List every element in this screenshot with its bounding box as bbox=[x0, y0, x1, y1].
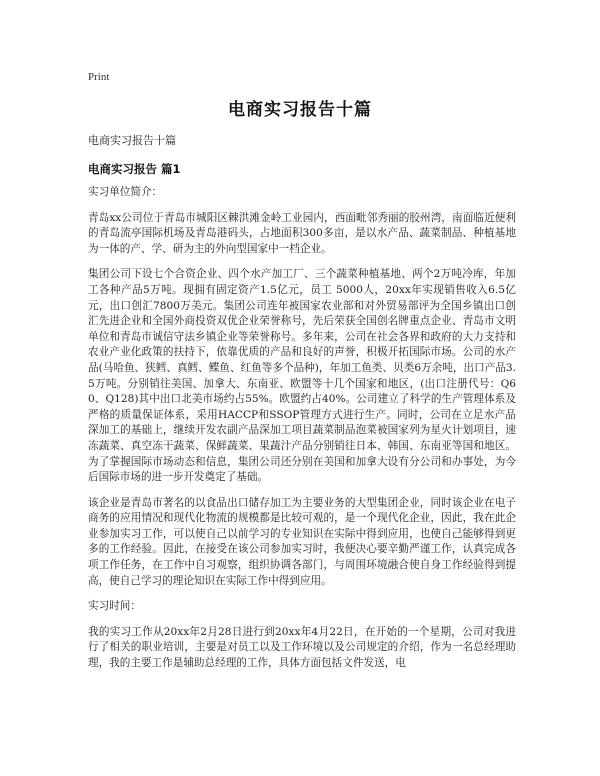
paragraph-company-location: 青岛xx公司位于青岛市城阳区棘洪滩金岭工业园内，西面毗邻秀丽的胶州湾，南面临近便利的青岛流亭国际机场及青岛港码头，占地面积300多亩，是以水产品、蔬菜制品、种植基地为一体的产、学、研为主的外向型国家中一档企业。 bbox=[88, 211, 516, 255]
internship-time-label: 实习时间： bbox=[88, 600, 141, 613]
print-label: Print bbox=[88, 71, 110, 83]
paragraph-internship-reason: 该企业是青岛市著名的以食品出口储存加工为主要业务的大型集团企业，同时该企业在电子商务的应用情况和现代化物流的规模都是比较可观的，是一个现代化企业，因此，我在此企业参加实习工作，可以使自己以前学习的专业知识在实际中得到应用，也使自己能够得到更多的工作经验。因此，在接受在该公司参加实习时，我便决心要辛勤严谨工作，认真完成各项工作任务，在工作中自习观察，组织协调各部门，与周围环境融合使自身工作经验得到提高，使自己学习的理论知识在实际工作中得到应用。 bbox=[88, 496, 516, 587]
paragraph-internship-time: 我的实习工作从20xx年2月28日进行到20xx年4月22日，在开始的一个星期，公司对我进行了相关的职业培训，主要是对员工以及工作环境以及公司规定的介绍，作为一名总经理助理，我的主要工作是辅助总经理的工作，具体方面包括文件发送，电 bbox=[88, 625, 516, 670]
document-title: 电商实习报告十篇 bbox=[228, 100, 372, 120]
paragraph-company-overview: 集团公司下设七个合资企业、四个水产加工厂、三个蔬菜种植基地、两个2万吨冷库，年加工各种产品5万吨。现拥有固定资产1.5亿元，员工 5000人，20xx年实现销售收入6.5亿元，出口创汇7800万美元。集团公司连年被国家农业部和对外贸易部评为全国乡镇出口创汇先进企业和全国外商投资双优企业荣誉称号，先后荣获全国创名牌重点企业、青岛市文明单位和青岛市诚信守法乡镇企业等荣誉称号。多年来，公司在社会各界和政府的大力支持和农业产业化政策的扶持下，依靠优质的产品和良好的声誉，积极开拓国际市场。公司的水产品(马哈鱼、狭鳕、真鳕、鲽鱼、红鱼等多个品种)，年加工鱼类、贝类6万余吨，出口产品3.5万吨。分别销往美国、加拿大、东南亚、欧盟等十几个国家和地区，(出口注册代号：Q60、Q128)其中出口北美市场约占55%。欧盟约占40%。公司建立了科学的生产管理体系及严格的质量保证体系，采用HACCP和SSOP管理方式进行生产。同时，公司在立足水产品深加工的基础上，继续开发农副产品深加工项目蔬菜制品泡菜被国家列为星火计划项目，速冻蔬菜、真空冻干蔬菜、保鲜蔬菜、果蔬汁产品分别销往日本、韩国、东南亚等国和地区。为了掌握国际市场动态和信息，集团公司还分别在美国和加拿大设有分公司和办事处，为今后国际市场的进一步开发奠定了基础。 bbox=[88, 268, 516, 484]
company-intro-label: 实习单位简介： bbox=[88, 186, 163, 198]
document-body bbox=[88, 133, 516, 682]
section-heading: 电商实习报告 篇1 bbox=[88, 162, 181, 176]
document-subtitle: 电商实习报告十篇 bbox=[88, 134, 176, 147]
